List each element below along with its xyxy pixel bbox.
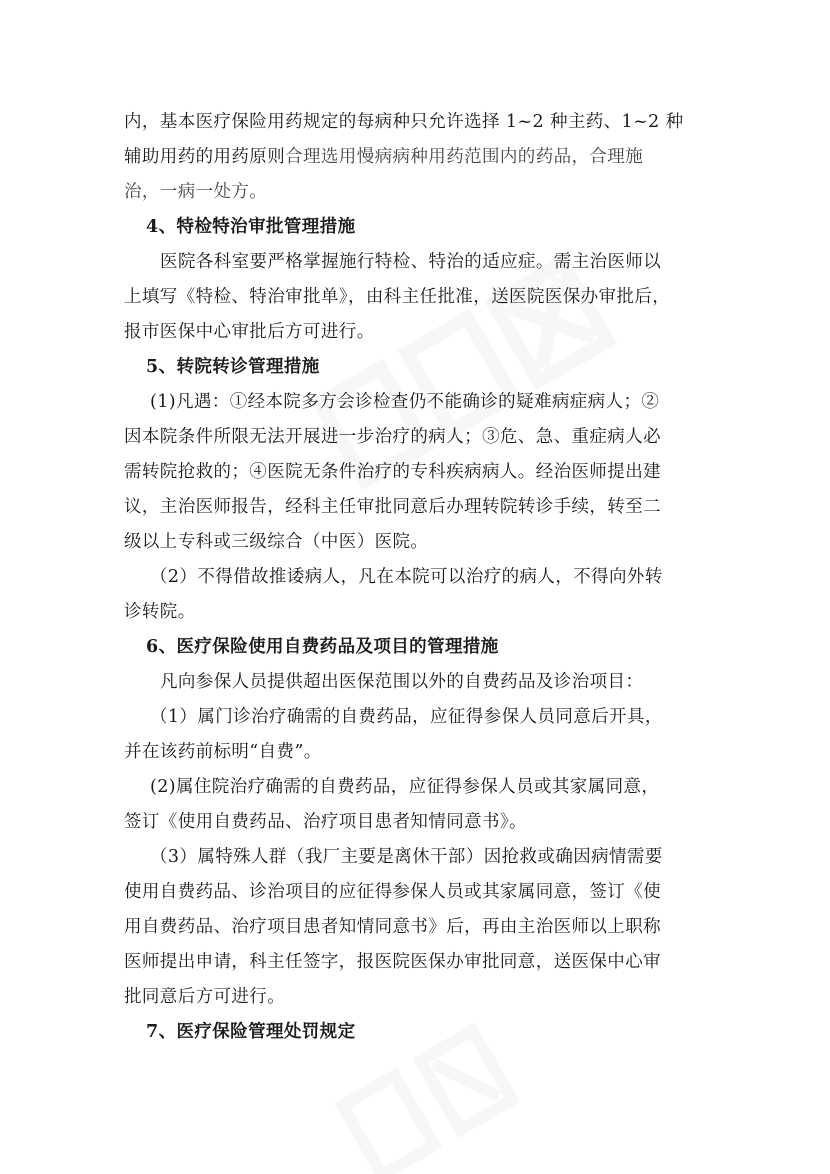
paragraph-line: 需转院抢救的；④医院无条件治疗的专科疾病病人。经治医师提出建 <box>124 462 661 482</box>
paragraph-line: 上填写《特检、特治审批单》，由科主任批准，送医院医保办审批后， <box>124 287 671 307</box>
section-heading-7: 7、医疗保险管理处罚规定 <box>146 1022 356 1042</box>
section-heading-6: 6、医疗保险使用自费药品及项目的管理措施 <box>146 637 499 657</box>
paragraph-line: 医师提出申请，科主任签字，报医院医保办审批同意，送医保中心审 <box>124 952 661 972</box>
paragraph-line: 因本院条件所限无法开展进一步治疗的病人；③危、急、重症病人必 <box>124 427 661 447</box>
paragraph-line: 报市医保中心审批后方可进行。 <box>124 322 375 342</box>
paragraph-line: 医院各科室要严格掌握施行特检、特治的适应症。需主治医师以 <box>160 252 662 272</box>
document-page <box>124 105 714 1050</box>
paragraph-line <box>124 140 714 175</box>
paragraph-line: (2)属住院治疗确需的自费药品，应征得参保人员或其家属同意， <box>150 777 660 797</box>
paragraph-line: (1)凡遇：①经本院多方会诊检查仍不能确诊的疑难病症病人；② <box>150 392 660 412</box>
text-span: 辅助用药的用药原则 <box>124 147 286 167</box>
paragraph-line: （3）属特殊人群（我厂主要是离休干部）因抢救或确因病情需要 <box>150 847 663 867</box>
paragraph-line: 凡向参保人员提供超出医保范围以外的自费药品及诊治项目： <box>160 672 644 692</box>
text-span: 合理选用慢病病种用药范围内的药品，合理施 <box>285 147 644 167</box>
section-heading-5: 5、转院转诊管理措施 <box>146 357 320 377</box>
paragraph-line: 用自费药品、治疗项目患者知情同意书》后，再由主治医师以上职称 <box>124 917 661 937</box>
section-heading-4: 4、特检特治审批管理措施 <box>146 217 356 237</box>
paragraph-line: 并在该药前标明“自费”。 <box>124 742 322 762</box>
paragraph-line: 签订《使用自费药品、治疗项目患者知情同意书》。 <box>124 812 527 832</box>
paragraph-line: 诊转院。 <box>124 602 196 622</box>
paragraph-line: 治，一病一处方。 <box>124 182 268 202</box>
paragraph-line: 级以上专科或三级综合（中医）医院。 <box>124 532 429 552</box>
paragraph-line: 使用自费药品、诊治项目的应征得参保人员或其家属同意，签订《使 <box>124 882 661 902</box>
paragraph-line: （2）不得借故推诿病人，凡在本院可以治疗的病人，不得向外转 <box>150 567 663 587</box>
paragraph-line: （1）属门诊治疗确需的自费药品，应征得参保人员同意后开具， <box>150 707 663 727</box>
paragraph-line: 内，基本医疗保险用药规定的每病种只允许选择 1~2 种主药、1~2 种 <box>124 112 684 132</box>
paragraph-line: 批同意后方可进行。 <box>124 987 286 1007</box>
paragraph-line: 议，主治医师报告，经科主任审批同意后办理转院转诊手续，转至二 <box>124 497 661 517</box>
